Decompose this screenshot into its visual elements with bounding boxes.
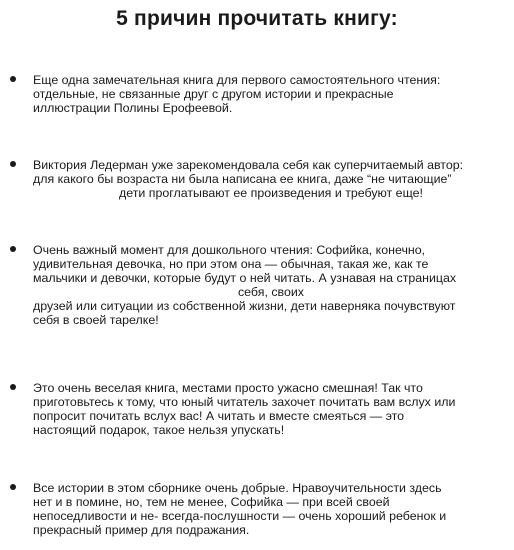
text-line: Очень важный момент для дошкольного чтения: Софийка, конечно, [33, 243, 426, 257]
text-line: себя в своей тарелке! [33, 313, 159, 327]
text-line: мальчики и девочки, которые будут о ней читать. А узнавая на страницах [33, 271, 457, 285]
text-line: прекрасный пример для подражания. [33, 523, 250, 537]
text-line: попросит почитать вслух вас! А читать и вместе смеяться — это [33, 409, 405, 423]
text-line: настоящий подарок, такое нельзя упускать! [33, 423, 285, 437]
reason-text [33, 381, 509, 437]
bullet-icon [10, 246, 16, 252]
text-line: нет и в помине, но, тем не менее, Софийка — при всей своей [33, 495, 390, 509]
text-line: иллюстрации Полины Ерофеевой. [33, 101, 233, 115]
reason-text [33, 243, 509, 327]
bullet-icon [10, 384, 16, 390]
text-line: себя, своих [237, 285, 304, 299]
text-line: для какого бы возраста ни была написана ее книга, даже “не читающие” [33, 172, 452, 186]
bullet-icon [10, 76, 16, 82]
reason-text [33, 73, 509, 115]
reason-text [33, 158, 509, 200]
text-line: друзей или ситуации из собственной жизни, дети наверняка почувствуют [33, 299, 456, 313]
page-title: 5 причин прочитать книгу: [116, 7, 398, 30]
text-line: удивительная девочка, но при этом она — обычная, такая же, как те [33, 257, 429, 271]
reason-text [33, 481, 509, 537]
text-line: Еще одна замечательная книга для первого самостоятельного чтения: [33, 73, 441, 87]
bullet-icon [10, 484, 16, 490]
text-line: Виктория Ледерман уже зарекомендовала себя как суперчитаемый автор: [33, 158, 464, 172]
text-line: Это очень веселая книга, местами просто ужасно смешная! Так что [33, 381, 423, 395]
text-line: Все истории в этом сборнике очень добрые. Нравоучительности здесь [33, 481, 442, 495]
text-line: отдельные, не связанные друг с другом истории и прекрасные [33, 87, 394, 101]
text-line: приготовьтесь к тому, что юный читатель захочет почитать вам вслух или [33, 395, 456, 409]
text-line: дети проглатывают ее произведения и требуют еще! [119, 186, 423, 200]
bullet-icon [10, 161, 16, 167]
text-line: непоседливости и не- всегда-послушности — очень хороший ребенок и [33, 509, 447, 523]
